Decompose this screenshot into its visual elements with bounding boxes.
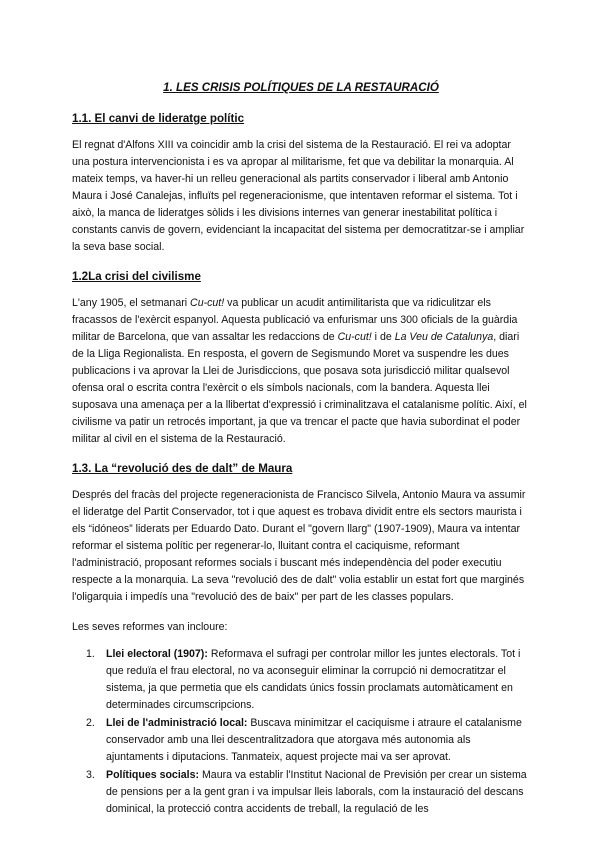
reforms-intro: Les seves reformes van incloure: — [72, 621, 228, 633]
paragraph-text: , diari de la Lliga Regionalista. En resposta, el govern de Segismundo Moret va suspendre les dues publicacions i va aprovar la Llei de Jurisdiccions, que posava sota jurisdicció militar qualsevol ofensa oral o escrita contra l'exèrcit o els símbols nacionals, com la bandera. Aquesta llei suposava una amenaça per a la llibertat d'expressió i criminalitzava el catalanisme polític. Així, el civilisme va patir un retrocés important, ja que va trencar el pacte que havia subordinat el poder militar al civil en el sistema de la Restauració. — [72, 331, 527, 445]
list-item — [72, 715, 530, 766]
section-heading-1-3: 1.3. La “revolució des de dalt” de Maura — [72, 462, 293, 475]
paragraph-text: i de — [371, 331, 395, 343]
paragraph-text: va publicar un acudit antimilitarista que va ridiculitzar els fracassos de l'exèrcit espanyol. Aquesta publicació va enfurismar uns 300 oficials de la guàrdia militar de Barcelona, que van assaltar les redaccions de — [72, 297, 518, 343]
section-paragraph-1-2 — [72, 295, 530, 448]
section-heading-1-2: 1.2La crisi del civilisme — [72, 270, 201, 283]
list-item-label: Llei electoral (1907): — [106, 648, 208, 660]
section-paragraph-1-1: El regnat d'Alfons XIII va coincidir amb la crisi del sistema de la Restauració. El rei va adoptar una postura intervencionista i es va apropar al militarisme, fet que va debilitar la monarquia. Al mateix temps, va haver-hi un relleu generacional als partits conservador i liberal amb Antonio Maura i José Canalejas, influïts pel regeneracionisme, que intentaven reformar el sistema. Tot i això, la manca de lideratges sòlids i les divisions internes van generar inestabilitat política i constants canvis de govern, evidenciant la incapacitat del sistema per democratitzar-se i ampliar la seva base social. — [72, 139, 525, 253]
list-item-number: 3. — [86, 769, 95, 781]
list-item — [72, 767, 530, 818]
list-item-text: Reformava el sufragi per controlar millor les juntes electorals. Tot i que reduïa el frau electoral, no va aconseguir eliminar la corrupció ni democratitzar el sistema, ja que permetia que els candidats únics fossin proclamats automàticament en determinades circumscripcions. — [106, 648, 521, 711]
italic-publication-name: Cu-cut! — [337, 331, 372, 343]
list-item — [72, 646, 530, 714]
list-item-number: 1. — [86, 648, 95, 660]
reforms-list — [72, 646, 530, 818]
list-item-label: Llei de l'administració local: — [106, 717, 248, 729]
page-title: 1. LES CRISIS POLÍTIQUES DE LA RESTAURACIÓ — [163, 81, 439, 94]
section-paragraph-1-3: Després del fracàs del projecte regeneracionista de Francisco Silvela, Antonio Maura va assumir el lideratge del Partit Conservador, tot i que aquest es trobava dividit entre els sectors maurista i els “idóneos” liderats per Eduardo Dato. Durant el "govern llarg" (1907-1909), Maura va intentar reformar el sistema polític per regenerar-lo, lluitant contra el caciquisme, reformant l'administració, proposant reformes socials i buscant més independència del poder executiu respecte a la monarquia. La seva "revolució des de dalt" volia establir un estat fort que marginés l'oligarquia i impedís una "revolució des de baix" per part de les classes populars. — [72, 489, 526, 603]
list-item-text: Maura va establir l'Institut Nacional de Previsión per crear un sistema de pensions per a la gent gran i va impulsar lleis laborals, com la instauració del descans dominical, la protecció contra accidents de treball, la regulació de les — [106, 769, 527, 815]
list-item-text: Buscava minimitzar el caciquisme i atraure el catalanisme conservador amb una llei descentralitzadora que atorgava més autonomia als ajuntaments i diputacions. Tanmateix, aquest projecte mai va ser aprovat. — [106, 717, 522, 763]
paragraph-text: L'any 1905, el setmanari — [72, 297, 191, 309]
section-heading-1-1: 1.1. El canvi de lideratge polític — [72, 112, 245, 125]
list-item-number: 2. — [86, 717, 95, 729]
italic-publication-name: Cu-cut! — [190, 297, 225, 309]
list-item-label: Polítiques socials: — [106, 769, 200, 781]
italic-publication-name: La Veu de Catalunya — [394, 331, 494, 343]
